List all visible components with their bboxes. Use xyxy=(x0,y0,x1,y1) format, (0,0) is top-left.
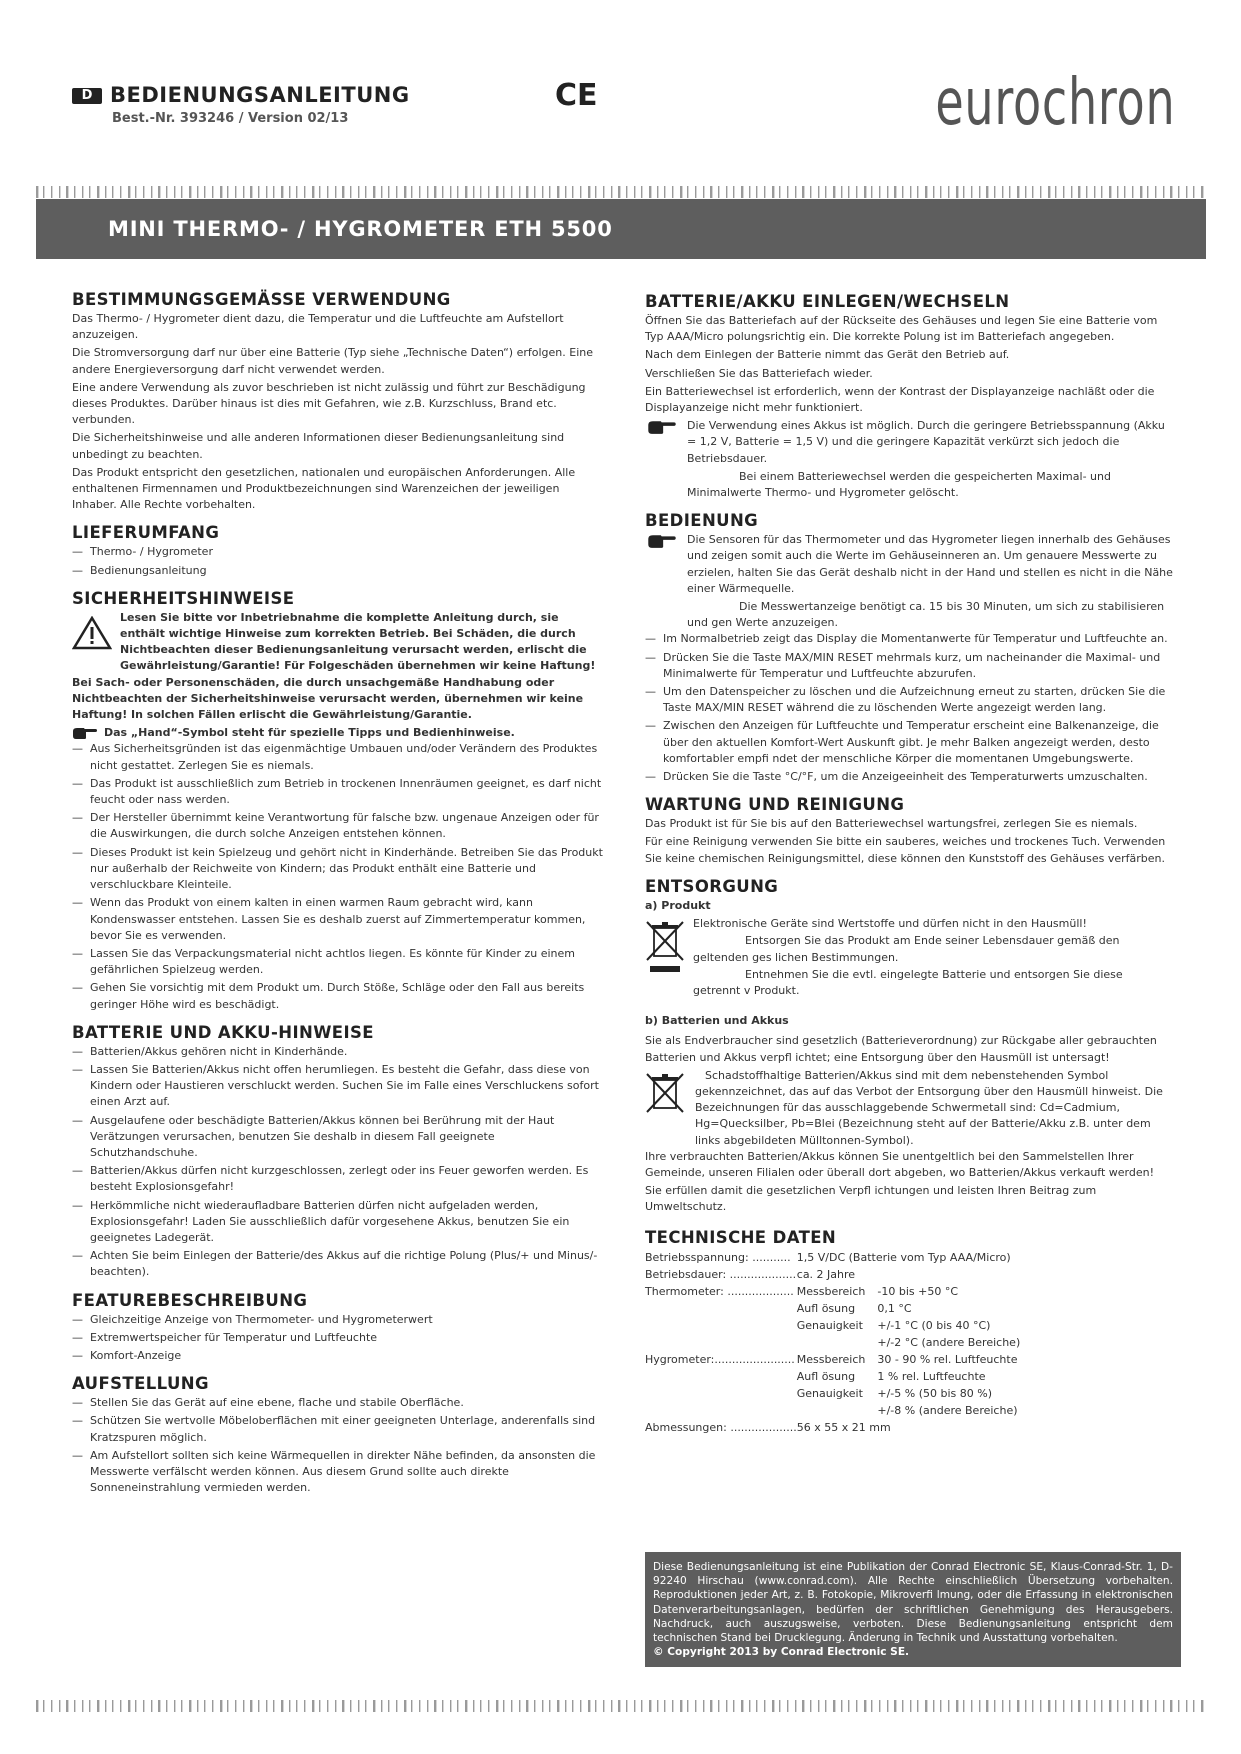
tech-row xyxy=(645,1351,1020,1368)
list-item: — Im Normalbetrieb zeigt das Display die Momentanwerte für Temperatur und Luftfeuchte an. xyxy=(645,632,1168,646)
paragraph: Die Stromversorgung darf nur über eine Batterie (Typ siehe „Technische Daten“) erfolgen. Eine andere Energieversorgung darf nicht verwendet werden. xyxy=(72,346,594,376)
tech-row xyxy=(645,1317,1020,1334)
list-item: — Batterien/Akkus gehören nicht in Kinderhände. xyxy=(72,1044,348,1058)
list-item: — Herkömmliche nicht wiederaufladbare Batterien dürfen nicht aufgeladen werden, Explosionsgefahr! Laden Sie ausschließlich dafür vorgesehene Akkus, benutzen Sie ein geeignetes Ladegerät. xyxy=(72,1198,570,1244)
tech-cell: Messbereich xyxy=(796,1352,866,1366)
list-item: — Bedienungsanleitung xyxy=(72,563,207,577)
tech-row xyxy=(645,1300,1020,1317)
list-item: — Schützen Sie wertvolle Möbeloberflächen mit einer geeigneten Unterlage, anderenfalls sind Kratzspuren möglich. xyxy=(72,1414,596,1444)
list-item: — Um den Datenspeicher zu löschen und die Aufzeichnung erneut zu starten, drücken Sie die Taste MAX/MIN RESET während die zu löschenden Werte angezeigt werden lang. xyxy=(645,685,1166,715)
tech-cell: Messbereich xyxy=(796,1284,866,1298)
list-item: — Gleichzeitige Anzeige von Thermometer- und Hygrometerwert xyxy=(72,1312,433,1326)
title-banner xyxy=(36,199,1206,259)
hand-note xyxy=(72,725,604,741)
list-item: — Das Produkt ist ausschließlich zum Betrieb in trockenen Innenräumen geeignet, es darf nicht feucht oder nass werden. xyxy=(72,776,602,807)
heading-entsorgung: ENTSORGUNG xyxy=(645,876,779,896)
left-column xyxy=(72,290,604,1498)
list-item: — Zwischen den Anzeigen für Luftfeuchte und Temperatur erscheint eine Balkenanzeige, die über den aktuellen Komfort-Wert Auskunft gibt. Je mehr Balken angezeigt werden, desto komfortabler empfi ndet der menschliche Körper die momentanen Umgebungswerte. xyxy=(645,719,1159,765)
ce-mark: CE xyxy=(555,78,598,113)
paragraph: Schadstoffhaltige Batterien/Akkus sind mit dem nebenstehenden Symbol gekennzeichnet, das auf das Verbot der Entsorgung über den Hausmüll hinweist. Die Bezeichnungen für das ausschlaggebende Schwermetall sind: Cd=Cadmium, Hg=Quecksilber, Pb=Blei (Bezeichnung steht auf der Batterie/Akku z.B. unter dem links abgebildeten Mülltonnen-Symbol). xyxy=(695,1068,1163,1147)
list-item: — Der Hersteller übernimmt keine Verantwortung für falsche bzw. ungenaue Anzeigen oder für die Auswirkungen, die durch solche Anzeigen entstehen können. xyxy=(72,811,599,841)
hand-note xyxy=(645,418,1173,501)
tech-cell: Aufl ösung xyxy=(796,1369,856,1383)
paragraph: Das Produkt entspricht den gesetzlichen, nationalen und europäischen Anforderungen. Alle enthaltenen Firmennamen und Produktbezeichnungen sind Warenzeichen der jeweiligen Inhaber. Alle Rechte vorbehalten. xyxy=(72,465,576,512)
tech-cell: Genauigkeit xyxy=(796,1386,863,1400)
tech-cell xyxy=(645,1402,797,1419)
paragraph: Entnehmen Sie die evtl. eingelegte Batterie und entsorgen Sie diese getrennt v Produkt. xyxy=(693,967,1123,997)
hand-note-text: Die Sensoren für das Thermometer und das Hygrometer liegen innerhalb des Gehäuses und zeigen somit auch die Werte im Gehäuseinneren an. Um genauere Messwerte zu erzielen, halten Sie das Gerät deshalb nicht in der Hand und stellen es nicht in die Nähe einer Wärmequelle. xyxy=(687,533,1173,595)
warning-text: Lesen Sie bitte vor Inbetriebnahme die komplette Anleitung durch, sie enthält wichtige Hinweise zum korrekten Betrieb. Bei Schäden, die durch Nichtbeachten dieser Bedienungsanleitung verursacht werden, erlischt die Gewährleistung/Garantie! Für Folgeschäden übernehmen wir keine Haftung! xyxy=(120,610,596,673)
tech-cell: Thermometer: ................... xyxy=(645,1284,794,1298)
list-item: — Am Aufstellort sollten sich keine Wärmequellen in direkter Nähe befinden, da ansonsten die Messwerte verfälscht werden können. Aus diesem Grund sollte auch direkte Sonneneinstrahlung vermieden werden. xyxy=(72,1448,596,1495)
heading-lieferumfang: LIEFERUMFANG xyxy=(72,523,220,543)
heading-bedienung: BEDIENUNG xyxy=(645,511,759,531)
subheading-batterien: b) Batterien und Akkus xyxy=(645,1014,789,1028)
publisher-notice xyxy=(645,1552,1181,1667)
top-tick-bar xyxy=(36,186,1206,198)
list-item: — Extremwertspeicher für Temperatur und Luftfeuchte xyxy=(72,1330,378,1344)
order-number: Best.-Nr. 393246 / Version 02/13 xyxy=(112,111,349,126)
tech-cell: +/-5 % (50 bis 80 %) xyxy=(877,1386,992,1400)
paragraph: Ihre verbrauchten Batterien/Akkus können Sie unentgeltlich bei den Sammelstellen Ihrer Gemeinde, unseren Filialen oder überall dort abgeben, wo Batterien/Akkus verkauft werden! xyxy=(645,1149,1155,1179)
tech-cell: ca. 2 Jahre xyxy=(796,1267,856,1281)
paragraph: Sie erfüllen damit die gesetzlichen Verpfl ichtungen und leisten Ihren Beitrag zum Umweltschutz. xyxy=(645,1184,1097,1214)
tech-row xyxy=(645,1334,1020,1351)
tech-row xyxy=(645,1368,1020,1385)
heading-akku-hinweise: BATTERIE UND AKKU-HINWEISE xyxy=(72,1022,374,1042)
heading-wartung: WARTUNG UND REINIGUNG xyxy=(645,795,905,815)
warning-text: Bei Sach- oder Personenschäden, die durch unsachgemäße Handhabung oder Nichtbeachten der Sicherheitshinweise verursacht werden, übernehmen wir keine Haftung! In solchen Fällen erlischt die Gewährleistung/Garantie. xyxy=(72,675,584,722)
tech-cell xyxy=(645,1300,797,1317)
list-item: — Drücken Sie die Taste °C/°F, um die Anzeigeeinheit des Temperaturwerts umzuschalten. xyxy=(645,770,1148,784)
hand-note-text: Die Verwendung eines Akkus ist möglich. Durch die geringere Betriebsspannung (Akku = 1,2 V, Batterie = 1,5 V) und die geringere Kapazität verkürzt sich jedoch die Betriebsdauer. xyxy=(687,419,1165,465)
paragraph: Öffnen Sie das Batteriefach auf der Rückseite des Gehäuses und legen Sie eine Batterie vom Typ AAA/Micro polungsrichtig ein. Die korrekte Polung ist im Batteriefach angegeben. xyxy=(645,314,1158,344)
heading-sicherheit: SICHERHEITSHINWEISE xyxy=(72,588,295,608)
warning-triangle-icon xyxy=(72,616,112,650)
paragraph: Nach dem Einlegen der Batterie nimmt das Gerät den Betrieb auf. xyxy=(645,348,1010,362)
pointing-hand-icon xyxy=(647,419,677,435)
tech-cell: Aufl ösung xyxy=(796,1301,856,1315)
pointing-hand-icon xyxy=(72,726,98,740)
tech-cell: Betriebsdauer: ................... xyxy=(645,1267,797,1281)
list-item: — Ausgelaufene oder beschädigte Batterien/Akkus können bei Berührung mit der Haut Verätzungen verursachen, benutzen Sie deshalb in diesem Fall geeignete Schutzhandschuhe. xyxy=(72,1113,555,1159)
paragraph: Sie als Endverbraucher sind gesetzlich (Batterieverordnung) zur Rückgabe aller gebrauchten Batterien und Akkus verpfl ichtet; eine Entsorgung über den Hausmüll ist untersagt! xyxy=(645,1034,1157,1064)
tech-cell: Genauigkeit xyxy=(796,1318,863,1332)
list-item: — Dieses Produkt ist kein Spielzeug und gehört nicht in Kinderhände. Betreiben Sie das Produkt nur außerhalb der Reichweite von Kindern; das Produkt enthält eine Batterie und verschluckbare Kleinteile. xyxy=(72,845,603,892)
crossed-bin-battery-icon xyxy=(645,1070,685,1114)
tech-cell xyxy=(645,1317,797,1334)
tech-row xyxy=(645,1419,1020,1436)
tech-row xyxy=(645,1249,1020,1266)
tech-row xyxy=(645,1283,1020,1300)
product-title: MINI THERMO- / HYGROMETER ETH 5500 xyxy=(108,217,613,241)
tech-cell: Betriebsspannung: ........... xyxy=(645,1250,791,1264)
tech-cell: Hygrometer:....................... xyxy=(645,1352,795,1366)
disposal-product-block xyxy=(645,916,1173,999)
heading-feature: FEATUREBESCHREIBUNG xyxy=(72,1290,308,1310)
bottom-tick-bar xyxy=(36,1700,1206,1712)
hand-note-text: Das „Hand“-Symbol steht für spezielle Tipps und Bedienhinweise. xyxy=(104,726,515,740)
tech-cell: Abmessungen: ................... xyxy=(645,1420,797,1434)
paragraph: Entsorgen Sie das Produkt am Ende seiner Lebensdauer gemäß den geltenden ges lichen Bestimmungen. xyxy=(693,934,1120,964)
list-item: — Komfort-Anzeige xyxy=(72,1348,182,1362)
paragraph: Das Thermo- / Hygrometer dient dazu, die Temperatur und die Luftfeuchte am Aufstellort anzuzeigen. xyxy=(72,312,564,342)
tech-data-table xyxy=(645,1249,1020,1436)
tech-cell xyxy=(645,1334,797,1351)
paragraph: Eine andere Verwendung als zuvor beschrieben ist nicht zulässig und führt zur Beschädigung dieses Produktes. Darüber hinaus ist dies mit Gefahren, wie z.B. Kurzschluss, Brand etc. verbunden. xyxy=(72,380,586,427)
crossed-bin-icon xyxy=(645,918,685,974)
tech-row xyxy=(645,1385,1020,1402)
heading-batterie-wechseln: BATTERIE/AKKU EINLEGEN/WECHSELN xyxy=(645,292,1010,311)
list-item: — Batterien/Akkus dürfen nicht kurzgeschlossen, zerlegt oder ins Feuer geworfen werden. Es besteht Explosionsgefahr! xyxy=(72,1164,589,1194)
list-item: — Lassen Sie das Verpackungsmaterial nicht achtlos liegen. Es könnte für Kinder zu einem gefährlichen Spielzeug werden. xyxy=(72,946,575,977)
paragraph: Verschließen Sie das Batteriefach wieder. xyxy=(645,366,873,380)
tech-cell xyxy=(645,1368,797,1385)
tech-cell xyxy=(797,1334,878,1351)
heading-bestimmung: BESTIMMUNGSGEMÄSSE VERWENDUNG xyxy=(72,290,451,309)
hand-note-text: Die Messwertanzeige benötigt ca. 15 bis 30 Minuten, um sich zu stabilisieren und gen Werte anzuzeigen. xyxy=(687,600,1165,630)
tech-cell: 0,1 °C xyxy=(877,1301,912,1315)
pointing-hand-icon xyxy=(647,533,677,549)
list-item: — Aus Sicherheitsgründen ist das eigenmächtige Umbauen und/oder Verändern des Produktes nicht gestattet. Zerlegen Sie es niemals. xyxy=(72,742,598,772)
tech-cell: 1,5 V/DC (Batterie vom Typ AAA/Micro) xyxy=(796,1250,1011,1264)
tech-cell: +/-8 % (andere Bereiche) xyxy=(877,1403,1018,1417)
subheading-produkt: a) Produkt xyxy=(645,898,711,912)
right-column xyxy=(645,292,1173,1436)
paragraph: Für eine Reinigung verwenden Sie bitte ein sauberes, weiches und trockenes Tuch. Verwenden Sie keine chemischen Reinigungsmittel, diese können den Kunststoff des Gehäuses verfärben. xyxy=(645,835,1166,865)
tech-row xyxy=(645,1402,1020,1419)
language-badge: D xyxy=(72,88,102,104)
tech-cell: +/-2 °C (andere Bereiche) xyxy=(877,1335,1021,1349)
tech-cell: 56 x 55 x 21 mm xyxy=(796,1420,891,1434)
paragraph: Elektronische Geräte sind Wertstoffe und dürfen nicht in den Hausmüll! xyxy=(693,917,1087,931)
copyright: © Copyright 2013 by Conrad Electronic SE. xyxy=(653,1646,910,1659)
tech-cell: -10 bis +50 °C xyxy=(877,1284,958,1298)
warning-block xyxy=(72,610,604,675)
tech-cell: 1 % rel. Luftfeuchte xyxy=(877,1369,986,1383)
tech-cell: +/-1 °C (0 bis 40 °C) xyxy=(877,1318,991,1332)
brand-logo: eurochron xyxy=(934,66,1175,140)
hand-note xyxy=(645,532,1173,631)
publisher-text: Diese Bedienungsanleitung ist eine Publikation der Conrad Electronic SE, Klaus-Conrad-Str. 1, D-92240 Hirschau (www.conrad.com). Alle Rechte einschließlich Übersetzung vorbehalten. Reproduktionen jeder Art, z. B. Fotokopie, Mikroverfi lmung, oder die Erfassung in elektronischen Datenverarbeitungsanlagen, bedürfen der schriftlichen Genehmigung des Herausgebers. Nachdruck, auch auszugsweise, verboten. Diese Bedienungsanleitung entspricht dem technischen Stand bei Drucklegung. Änderung in Technik und Ausstattung vorbehalten. xyxy=(653,1561,1173,1645)
list-item: — Drücken Sie die Taste MAX/MIN RESET mehrmals kurz, um nacheinander die Maximal- und Minimalwerte für Temperatur und Luftfeuchte abzurufen. xyxy=(645,650,1161,680)
list-item: — Stellen Sie das Gerät auf eine ebene, flache und stabile Oberfläche. xyxy=(72,1396,464,1410)
paragraph: Die Sicherheitshinweise und alle anderen Informationen dieser Bedienungsanleitung sind unbedingt zu beachten. xyxy=(72,431,565,461)
tech-row xyxy=(645,1266,1020,1283)
heading-technik: TECHNISCHE DATEN xyxy=(645,1227,837,1247)
heading-aufstellung: AUFSTELLUNG xyxy=(72,1374,209,1394)
list-item: — Thermo- / Hygrometer xyxy=(72,545,213,559)
tech-cell: 30 - 90 % rel. Luftfeuchte xyxy=(877,1352,1018,1366)
tech-cell xyxy=(797,1402,878,1419)
document-title: BEDIENUNGSANLEITUNG xyxy=(110,83,410,107)
list-item: — Lassen Sie Batterien/Akkus nicht offen herumliegen. Es besteht die Gefahr, dass diese von Kindern oder Haustieren verschluckt werden. Suchen Sie im Falle eines Verschluckens sofort einen Arzt auf. xyxy=(72,1062,599,1109)
paragraph: Das Produkt ist für Sie bis auf den Batteriewechsel wartungsfrei, zerlegen Sie es niemals. xyxy=(645,817,1138,831)
list-item: — Gehen Sie vorsichtig mit dem Produkt um. Durch Stöße, Schläge oder den Fall aus bereits geringer Höhe wird es beschädigt. xyxy=(72,981,585,1011)
list-item: — Achten Sie beim Einlegen der Batterie/des Akkus auf die richtige Polung (Plus/+ und Minus/-beachten). xyxy=(72,1249,598,1279)
list-item: — Wenn das Produkt von einem kalten in einen warmen Raum gebracht wird, kann Kondenswasser entstehen. Lassen Sie es deshalb zuerst auf Zimmertemperatur kommen, bevor Sie es verwenden. xyxy=(72,896,586,942)
paragraph: Ein Batteriewechsel ist erforderlich, wenn der Kontrast der Displayanzeige nachläßt oder die Displayanzeige nicht mehr funktioniert. xyxy=(645,384,1155,415)
disposal-battery-block xyxy=(645,1068,1173,1149)
hand-note-text: Bei einem Batteriewechsel werden die gespeicherten Maximal- und Minimalwerte Thermo- und Hygrometer gelöscht. xyxy=(687,469,1111,500)
tech-cell xyxy=(645,1385,797,1402)
